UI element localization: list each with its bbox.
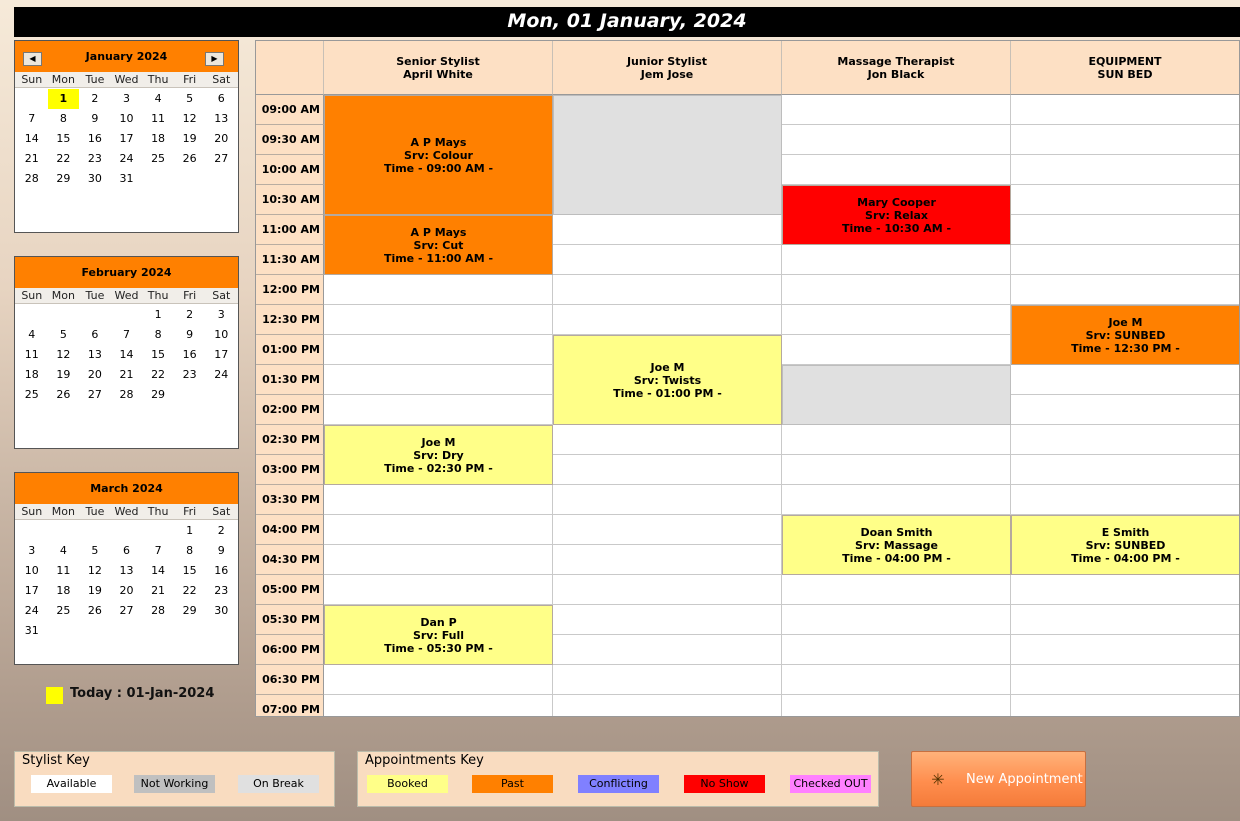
time-slot[interactable] (553, 275, 782, 305)
time-slot[interactable] (324, 335, 553, 365)
calendar-day[interactable]: 21 (151, 584, 166, 597)
resource-role: Senior Stylist (396, 54, 480, 68)
month-header (15, 473, 238, 504)
time-slot-label: 07:00 PM (256, 695, 324, 717)
new-appointment-label: New Appointment (966, 771, 1083, 787)
empty-day (16, 305, 48, 325)
calendar-day[interactable]: 15 (56, 132, 71, 145)
weekday-label: Wed (114, 289, 139, 302)
day-grid (15, 520, 238, 641)
appointment-service: Srv: Relax (865, 208, 928, 222)
time-slot[interactable] (324, 485, 553, 515)
time-slot[interactable] (324, 575, 553, 605)
on-break-block (553, 95, 782, 215)
calendar-day[interactable]: 14 (151, 564, 166, 577)
time-slot[interactable] (553, 245, 782, 275)
appointment-client: Mary Cooper (857, 195, 936, 209)
sparkle-icon: ✳ (931, 769, 945, 789)
appointment-client: Joe M (1108, 315, 1143, 329)
weekday-label: Sat (212, 289, 231, 302)
time-slot[interactable] (1011, 125, 1240, 155)
calendar-day[interactable]: 31 (24, 624, 39, 637)
time-slot[interactable] (1011, 485, 1240, 515)
calendar-day[interactable]: 7 (122, 328, 130, 341)
grid-corner (256, 41, 324, 95)
appointments-key-title: Appointments Key (365, 753, 484, 768)
time-slot-label: 03:00 PM (256, 455, 324, 485)
time-slot[interactable] (782, 575, 1011, 605)
resource-name: Jem Jose (640, 67, 694, 81)
time-slot[interactable] (1011, 215, 1240, 245)
time-slot-label: 11:00 AM (256, 215, 324, 245)
time-slot-label: 04:30 PM (256, 545, 324, 575)
time-slot-label: 06:00 PM (256, 635, 324, 665)
today-label: Today : 01-Jan-2024 (70, 686, 215, 701)
calendar-day[interactable]: 29 (151, 388, 166, 401)
calendar-day[interactable]: 23 (214, 584, 229, 597)
calendar-day[interactable]: 19 (87, 584, 102, 597)
calendar-day[interactable]: 9 (217, 544, 225, 557)
appointment-block[interactable] (553, 335, 782, 425)
empty-day (48, 521, 80, 541)
next-month-button[interactable]: ▶ (205, 52, 224, 66)
weekday-label: Tue (85, 73, 105, 86)
appointment-service: Srv: Colour (404, 148, 473, 162)
resource-header (324, 41, 553, 95)
weekday-label: Thu (147, 505, 169, 518)
weekday-label: Thu (147, 73, 169, 86)
appointment-client: Doan Smith (860, 525, 933, 539)
appointment-time: Time - 04:00 PM - (1071, 551, 1180, 565)
calendar-day[interactable]: 24 (24, 604, 39, 617)
calendar-day[interactable]: 8 (186, 544, 194, 557)
weekday-label: Tue (85, 289, 105, 302)
calendar-day[interactable]: 27 (119, 604, 134, 617)
appointment-service: Srv: SUNBED (1085, 328, 1166, 342)
time-slot[interactable] (553, 605, 782, 635)
empty-day (16, 89, 48, 109)
time-slot[interactable] (1011, 275, 1240, 305)
weekday-label: Sun (21, 505, 43, 518)
time-slot[interactable] (1011, 95, 1240, 125)
time-slot[interactable] (1011, 185, 1240, 215)
calendar-day[interactable]: 3 (122, 92, 130, 105)
calendar-day[interactable]: 8 (154, 328, 162, 341)
appointment-block[interactable] (1011, 515, 1240, 575)
appointments-key (357, 751, 879, 807)
weekday-label: Fri (183, 505, 197, 518)
time-slot[interactable] (553, 455, 782, 485)
time-slot[interactable] (782, 695, 1011, 717)
time-slot[interactable] (553, 305, 782, 335)
calendar-day[interactable]: 24 (214, 368, 229, 381)
stylist-key-swatch: Available (31, 775, 112, 793)
calendar-day[interactable]: 20 (214, 132, 229, 145)
time-slot[interactable] (324, 665, 553, 695)
weekday-label: Wed (114, 73, 139, 86)
appointment-client: Joe M (421, 435, 456, 449)
calendar-day[interactable]: 6 (91, 328, 99, 341)
calendar-day[interactable]: 25 (56, 604, 71, 617)
calendar-day[interactable]: 9 (91, 112, 99, 125)
day-grid (15, 304, 238, 405)
time-slot[interactable] (782, 305, 1011, 335)
appointment-service: Srv: SUNBED (1085, 538, 1166, 552)
stylist-key-title: Stylist Key (22, 753, 90, 768)
time-slot[interactable] (553, 425, 782, 455)
calendar-day[interactable]: 28 (151, 604, 166, 617)
calendar-day[interactable]: 19 (56, 368, 71, 381)
calendar-day[interactable]: 25 (24, 388, 39, 401)
appointments-key-swatch: Past (472, 775, 553, 793)
stylist-key-swatch: Not Working (134, 775, 215, 793)
calendar-day[interactable]: 3 (28, 544, 36, 557)
calendar-day[interactable]: 5 (186, 92, 194, 105)
appointment-block[interactable] (782, 185, 1011, 245)
time-slot[interactable] (1011, 455, 1240, 485)
time-slot[interactable] (782, 125, 1011, 155)
date-title: Mon, 01 January, 2024 (14, 7, 1240, 37)
appointment-service: Srv: Massage (855, 538, 938, 552)
time-slot-label: 05:00 PM (256, 575, 324, 605)
resource-name: April White (403, 67, 473, 81)
calendar-day[interactable]: 22 (151, 368, 166, 381)
appointment-time: Time - 01:00 PM - (613, 386, 722, 400)
calendar-day[interactable]: 22 (56, 152, 71, 165)
new-appointment-button[interactable] (911, 751, 1086, 807)
appointment-service: Srv: Twists (633, 373, 702, 387)
time-slot-label: 03:30 PM (256, 485, 324, 515)
calendar-day[interactable]: 22 (182, 584, 197, 597)
calendar-day[interactable]: 11 (56, 564, 71, 577)
time-slot[interactable] (782, 425, 1011, 455)
appointment-time: Time - 05:30 PM - (384, 641, 493, 655)
calendar-day[interactable]: 2 (91, 92, 99, 105)
month-calendar (14, 256, 239, 449)
calendar-day[interactable]: 19 (182, 132, 197, 145)
time-slot-label: 10:30 AM (256, 185, 324, 215)
calendar-day[interactable]: 11 (24, 348, 39, 361)
appointment-time: Time - 09:00 AM - (383, 161, 494, 175)
calendar-day[interactable]: 11 (151, 112, 166, 125)
weekday-header (15, 504, 238, 520)
time-slot[interactable] (782, 95, 1011, 125)
appointment-time: Time - 02:30 PM - (384, 461, 493, 475)
resource-header (1011, 41, 1240, 95)
calendar-day[interactable]: 16 (182, 348, 197, 361)
month-header (15, 41, 238, 72)
calendar-day[interactable]: 5 (59, 328, 67, 341)
calendar-day[interactable]: 4 (59, 544, 67, 557)
calendar-day[interactable]: 27 (214, 152, 229, 165)
calendar-day[interactable]: 20 (87, 368, 102, 381)
appointment-service: Srv: Dry (413, 448, 464, 462)
time-slot[interactable] (782, 665, 1011, 695)
calendar-day[interactable]: 29 (56, 172, 71, 185)
time-slot[interactable] (324, 515, 553, 545)
month-calendar (14, 40, 239, 233)
time-slot[interactable] (324, 365, 553, 395)
calendar-day[interactable]: 4 (154, 92, 162, 105)
calendar-day[interactable]: 28 (24, 172, 39, 185)
calendar-day[interactable]: 12 (182, 112, 197, 125)
empty-day (48, 305, 80, 325)
month-calendar (14, 472, 239, 665)
appointment-block[interactable] (324, 95, 553, 215)
time-slot[interactable] (782, 245, 1011, 275)
stylist-key-swatch: On Break (238, 775, 319, 793)
weekday-label: Mon (51, 73, 75, 86)
time-slot[interactable] (782, 635, 1011, 665)
appointment-block[interactable] (324, 215, 553, 275)
calendar-day[interactable]: 26 (182, 152, 197, 165)
calendar-day[interactable]: 17 (119, 132, 134, 145)
appointment-service: Srv: Full (412, 628, 465, 642)
calendar-day[interactable]: 13 (214, 112, 229, 125)
calendar-day[interactable]: 31 (119, 172, 134, 185)
time-slot[interactable] (782, 605, 1011, 635)
appointment-time: Time - 12:30 PM - (1071, 341, 1180, 355)
appointment-client: A P Mays (410, 135, 467, 149)
calendar-day[interactable]: 10 (214, 328, 229, 341)
calendar-day[interactable]: 18 (56, 584, 71, 597)
time-slot-label: 01:00 PM (256, 335, 324, 365)
time-slot-label: 02:00 PM (256, 395, 324, 425)
time-slot-label: 06:30 PM (256, 665, 324, 695)
time-slot[interactable] (782, 455, 1011, 485)
weekday-header (15, 72, 238, 88)
time-slot[interactable] (1011, 425, 1240, 455)
weekday-label: Fri (183, 289, 197, 302)
month-label: March 2024 (90, 482, 163, 495)
calendar-day[interactable]: 7 (154, 544, 162, 557)
calendar-day[interactable]: 21 (119, 368, 134, 381)
time-slot[interactable] (1011, 575, 1240, 605)
calendar-day[interactable]: 30 (87, 172, 102, 185)
time-slot[interactable] (553, 695, 782, 717)
empty-day (79, 521, 111, 541)
calendar-day[interactable]: 18 (151, 132, 166, 145)
time-slot[interactable] (1011, 605, 1240, 635)
time-slot[interactable] (1011, 155, 1240, 185)
calendar-day[interactable]: 30 (214, 604, 229, 617)
weekday-label: Sat (212, 505, 231, 518)
resource-name: SUN BED (1097, 67, 1153, 81)
calendar-day[interactable]: 18 (24, 368, 39, 381)
weekday-label: Wed (114, 505, 139, 518)
resource-role: EQUIPMENT (1088, 54, 1162, 68)
time-slot[interactable] (1011, 365, 1240, 395)
weekday-label: Sun (21, 289, 43, 302)
time-slot[interactable] (553, 545, 782, 575)
resource-role: Junior Stylist (626, 54, 708, 68)
weekday-header (15, 288, 238, 304)
calendar-day[interactable]: 15 (182, 564, 197, 577)
appointment-time: Time - 04:00 PM - (842, 551, 951, 565)
prev-month-button[interactable]: ◀ (23, 52, 42, 66)
calendar-day[interactable]: 28 (119, 388, 134, 401)
calendar-day[interactable]: 15 (151, 348, 166, 361)
time-slot-label: 05:30 PM (256, 605, 324, 635)
appointments-key-swatch: No Show (684, 775, 765, 793)
time-slot[interactable] (324, 695, 553, 717)
calendar-day[interactable]: 1 (154, 308, 162, 321)
resource-name: Jon Black (867, 67, 925, 81)
time-slot[interactable] (324, 395, 553, 425)
appointment-time: Time - 11:00 AM - (383, 251, 494, 265)
resource-header (782, 41, 1011, 95)
calendar-day[interactable]: 6 (217, 92, 225, 105)
calendar-day[interactable]: 10 (119, 112, 134, 125)
time-slot-label: 10:00 AM (256, 155, 324, 185)
calendar-day[interactable]: 16 (214, 564, 229, 577)
time-slot[interactable] (1011, 635, 1240, 665)
month-label: January 2024 (85, 50, 168, 63)
time-slot[interactable] (324, 275, 553, 305)
calendar-day[interactable]: 7 (28, 112, 36, 125)
resource-header (553, 41, 782, 95)
calendar-day[interactable]: 23 (87, 152, 102, 165)
time-slot[interactable] (324, 305, 553, 335)
time-slot-label: 02:30 PM (256, 425, 324, 455)
calendar-day[interactable]: 26 (56, 388, 71, 401)
month-label: February 2024 (81, 266, 172, 279)
calendar-day[interactable]: 23 (182, 368, 197, 381)
appointment-service: Srv: Cut (413, 238, 464, 252)
day-grid (15, 88, 238, 189)
empty-day (111, 305, 143, 325)
time-slot[interactable] (553, 575, 782, 605)
time-slot-label: 11:30 AM (256, 245, 324, 275)
time-slot[interactable] (1011, 395, 1240, 425)
calendar-day[interactable]: 2 (217, 524, 225, 537)
appointment-block[interactable] (324, 605, 553, 665)
appointments-key-swatch: Conflicting (578, 775, 659, 793)
calendar-day[interactable]: 10 (24, 564, 39, 577)
calendar-day[interactable]: 9 (186, 328, 194, 341)
appointment-block[interactable] (782, 515, 1011, 575)
calendar-day[interactable]: 6 (122, 544, 130, 557)
calendar-day[interactable]: 13 (87, 348, 102, 361)
time-slot-label: 12:30 PM (256, 305, 324, 335)
empty-day (142, 521, 174, 541)
calendar-day[interactable]: 29 (182, 604, 197, 617)
time-slot[interactable] (324, 545, 553, 575)
time-slot-label: 12:00 PM (256, 275, 324, 305)
calendar-day[interactable]: 25 (151, 152, 166, 165)
weekday-label: Thu (147, 289, 169, 302)
time-slot-label: 01:30 PM (256, 365, 324, 395)
time-slot[interactable] (553, 215, 782, 245)
time-slot[interactable] (782, 485, 1011, 515)
appointment-client: E Smith (1101, 525, 1150, 539)
time-slot[interactable] (1011, 695, 1240, 717)
resource-role: Massage Therapist (837, 54, 955, 68)
time-slot[interactable] (553, 515, 782, 545)
calendar-day[interactable]: 27 (87, 388, 102, 401)
calendar-day[interactable]: 3 (217, 308, 225, 321)
time-slot-label: 09:30 AM (256, 125, 324, 155)
calendar-day[interactable]: 17 (24, 584, 39, 597)
calendar-day[interactable]: 24 (119, 152, 134, 165)
calendar-day[interactable]: 17 (214, 348, 229, 361)
calendar-day[interactable]: 12 (56, 348, 71, 361)
calendar-day[interactable]: 14 (24, 132, 39, 145)
time-slot[interactable] (782, 275, 1011, 305)
appointment-block[interactable] (324, 425, 553, 485)
empty-day (79, 305, 111, 325)
time-slot-label: 09:00 AM (256, 95, 324, 125)
weekday-label: Sun (21, 73, 43, 86)
time-slot[interactable] (553, 665, 782, 695)
appointment-client: Joe M (650, 360, 685, 374)
calendar-day[interactable]: 26 (87, 604, 102, 617)
schedule-grid (255, 40, 1240, 717)
time-slot-label: 04:00 PM (256, 515, 324, 545)
calendar-day[interactable]: 13 (119, 564, 134, 577)
appointment-client: Dan P (420, 615, 457, 629)
weekday-label: Tue (85, 505, 105, 518)
calendar-day[interactable]: 5 (91, 544, 99, 557)
time-slot[interactable] (553, 635, 782, 665)
on-break-block (782, 365, 1011, 425)
calendar-day[interactable]: 1 (186, 524, 194, 537)
today-swatch (46, 687, 63, 704)
empty-day (16, 521, 48, 541)
calendar-day[interactable]: 21 (24, 152, 39, 165)
stylist-key (14, 751, 335, 807)
weekday-label: Sat (212, 73, 231, 86)
calendar-day[interactable]: 14 (119, 348, 134, 361)
appointments-key-swatch: Checked OUT (790, 775, 871, 793)
time-slot[interactable] (553, 485, 782, 515)
appointment-time: Time - 10:30 AM - (841, 221, 952, 235)
calendar-day[interactable]: 1 (48, 89, 80, 109)
weekday-label: Mon (51, 505, 75, 518)
time-slot[interactable] (782, 155, 1011, 185)
calendar-day[interactable]: 2 (186, 308, 194, 321)
appointment-client: A P Mays (410, 225, 467, 239)
calendar-day[interactable]: 12 (87, 564, 102, 577)
calendar-day[interactable]: 8 (59, 112, 67, 125)
time-slot[interactable] (782, 335, 1011, 365)
time-slot[interactable] (1011, 665, 1240, 695)
month-header (15, 257, 238, 288)
empty-day (111, 521, 143, 541)
weekday-label: Fri (183, 73, 197, 86)
calendar-day[interactable]: 16 (87, 132, 102, 145)
appointments-key-swatch: Booked (367, 775, 448, 793)
weekday-label: Mon (51, 289, 75, 302)
appointment-block[interactable] (1011, 305, 1240, 365)
calendar-day[interactable]: 20 (119, 584, 134, 597)
calendar-day[interactable]: 4 (28, 328, 36, 341)
time-slot[interactable] (1011, 245, 1240, 275)
